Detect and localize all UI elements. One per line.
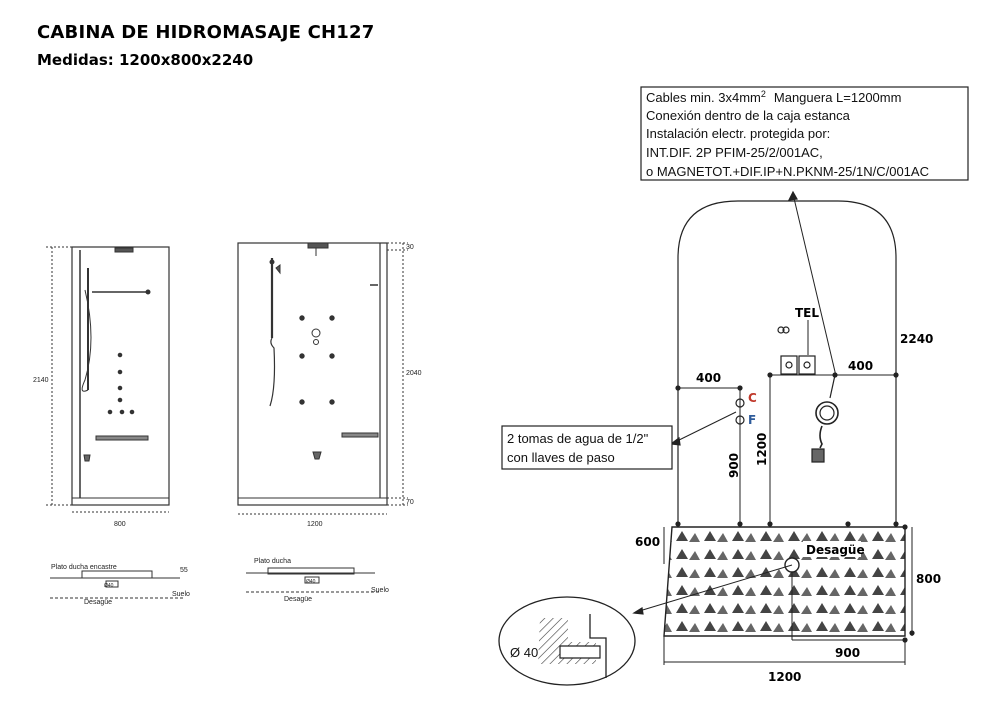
side-height-label: 2140 [33,377,49,384]
front-tray-label: Plato ducha [254,558,291,565]
water-note-line1: 2 tomas de agua de 1/2" [507,431,649,446]
power-socket [799,356,815,374]
front-drain-dim: Ø40 [306,579,316,585]
front-drain-label: Desagüe [284,596,313,603]
electric-note-line3: Instalación electr. protegida por: [646,126,831,141]
front-view [238,243,408,592]
dim-1200-bottom: 1200 [768,670,802,684]
electric-note-line1: Cables min. $3x4mm^2$ Manguera L=1200mm [646,89,902,105]
side-shower-head [115,248,133,252]
dim-vertical-1200: 1200 [755,432,769,466]
front-top-dim: 30 [406,244,414,251]
front-cabin-outline [238,243,387,505]
front-bottom-dim: 70 [406,499,414,506]
side-tray-label: Plato ducha encastre [51,564,117,571]
side-drain-label: Desagüe [84,599,113,606]
dim-800: 800 [916,572,942,586]
side-drain-dim: Ø40 [104,583,114,589]
water-note-line2: con llaves de paso [507,450,615,465]
pipe-diameter-label: Ø 40 [510,645,539,660]
cold-water-label: F [748,413,757,427]
shower-tray [664,527,905,636]
electric-note-line2: Conexión dentro de la caja estanca [646,108,850,123]
front-shower-head [308,243,328,248]
electric-note-line5: o MAGNETOT.+DIF.IP+N.PKNM-25/1N/C/001AC [646,164,929,179]
side-floor-label: Suelo [172,591,190,598]
front-width-label: 1200 [307,521,323,528]
hot-water-label: C [748,391,757,405]
dim-600: 600 [635,535,661,549]
dim-right-400: 400 [848,359,874,373]
dim-vertical-900: 900 [727,452,741,478]
dim-left-400: 400 [696,371,722,385]
page-title: CABINA DE HIDROMASAJE CH127 [37,22,375,43]
tel-label: TEL [795,306,820,320]
side-tray-height: 55 [180,567,188,574]
front-height-label: 2040 [406,370,422,377]
side-view [46,247,185,598]
drain-label: Desagüe [806,543,865,557]
dim-900-bottom: 900 [835,646,861,660]
page-subtitle: Medidas: 1200x800x2240 [37,51,254,69]
cabin-height-label: 2240 [900,332,934,346]
junction-box [812,449,824,462]
tel-socket [781,356,797,374]
side-width-label: 800 [114,521,126,528]
front-floor-label: Suelo [371,587,389,594]
electric-note-line4: INT.DIF. 2P PFIM-25/2/001AC, [646,145,823,160]
